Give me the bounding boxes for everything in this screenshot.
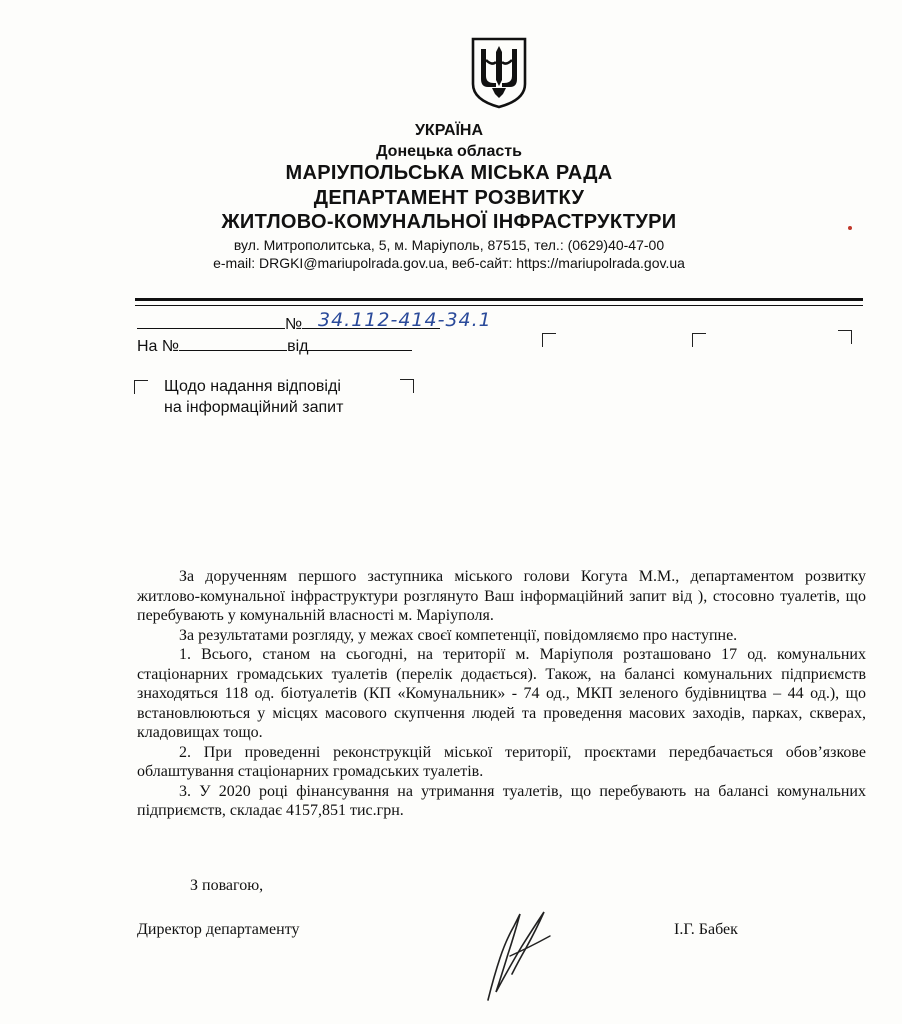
- handwritten-signature: [470, 896, 570, 1006]
- body-paragraph: За результатами розгляду, у межах своєї компетенції, повідомляємо про наступне.: [179, 626, 738, 644]
- reply-date-line: [308, 336, 412, 351]
- date-label: від: [287, 338, 309, 355]
- outgoing-number-handwritten: 34.112-414-34.1: [318, 309, 492, 331]
- signatory-name: І.Г. Бабек: [674, 921, 738, 938]
- contacts-line: e-mail: DRGKI@mariupolrada.gov.ua, веб-сайт: https://mariupolrada.gov.ua: [213, 255, 685, 271]
- number-label: №: [285, 316, 303, 333]
- reply-to-label: На №: [137, 338, 180, 355]
- ukraine-trident-icon: [470, 36, 528, 110]
- address-line: вул. Митрополитська, 5, м. Маріуполь, 87515, тел.: (0629)40-47-00: [233, 237, 665, 253]
- subject-corner-mark: [134, 380, 148, 394]
- department-heading-line1: ДЕПАРТАМЕНТ РОЗВИТКУ: [313, 187, 585, 209]
- body-paragraph: 2. При проведенні реконструкцій міської території, проєктами передбачається обов’язкове облаштування стаціонарних громадських туалетів.: [137, 743, 866, 780]
- address-corner-mark: [838, 330, 852, 344]
- blank-date-line: [137, 314, 285, 329]
- header-rule-thin: [135, 305, 863, 306]
- address-corner-mark: [692, 333, 706, 347]
- body-paragraph: 1. Всього, станом на сьогодні, на території м. Маріуполя розташовано 17 од. комунальних стаціонарних громадських туалетів (перелік додається). Також, на балансі комунальних підприємств знаходяться 118 од. біотуалетів (КП «Комунальник» - 74 од., МКП зеленого будівництва – 44 од.), що встановлюються у місцях масового скупчення людей та проведення масових заходів, парках, скверах, кладовищах тощо.: [137, 646, 866, 741]
- reply-to-line: [179, 336, 287, 351]
- reply-to-row: [137, 336, 412, 356]
- letter-body: [137, 567, 866, 821]
- subject-block: [164, 376, 343, 418]
- header-rule-thick: [135, 298, 863, 301]
- council-heading: МАРІУПОЛЬСЬКА МІСЬКА РАДА: [285, 162, 613, 184]
- closing-regards: З повагою,: [190, 877, 264, 894]
- red-ink-dot: [848, 226, 852, 230]
- body-paragraph: За дорученням першого заступника міського голови Когута М.М., департаментом розвитку житлово-комунальної інфраструктури розглянуто Ваш інформаційний запит від ), стосовно туалетів, що перебувають у комунальній власності м. Маріуполя.: [137, 568, 866, 624]
- address-corner-mark: [542, 333, 556, 347]
- subject-line1: Щодо надання відповіді: [164, 378, 341, 395]
- department-heading-line2: ЖИТЛОВО-КОМУНАЛЬНОЇ ІНФРАСТРУКТУРИ: [221, 211, 677, 233]
- region-heading: Донецька область: [376, 143, 522, 160]
- signatory-position: Директор департаменту: [137, 921, 300, 938]
- country-heading: УКРАЇНА: [414, 122, 484, 139]
- subject-corner-mark: [400, 379, 414, 393]
- body-paragraph: 3. У 2020 році фінансування на утримання туалетів, що перебувають на балансі комунальних підприємств, складає 4157,851 тис.грн.: [137, 782, 866, 819]
- subject-line2: на інформаційний запит: [164, 399, 344, 416]
